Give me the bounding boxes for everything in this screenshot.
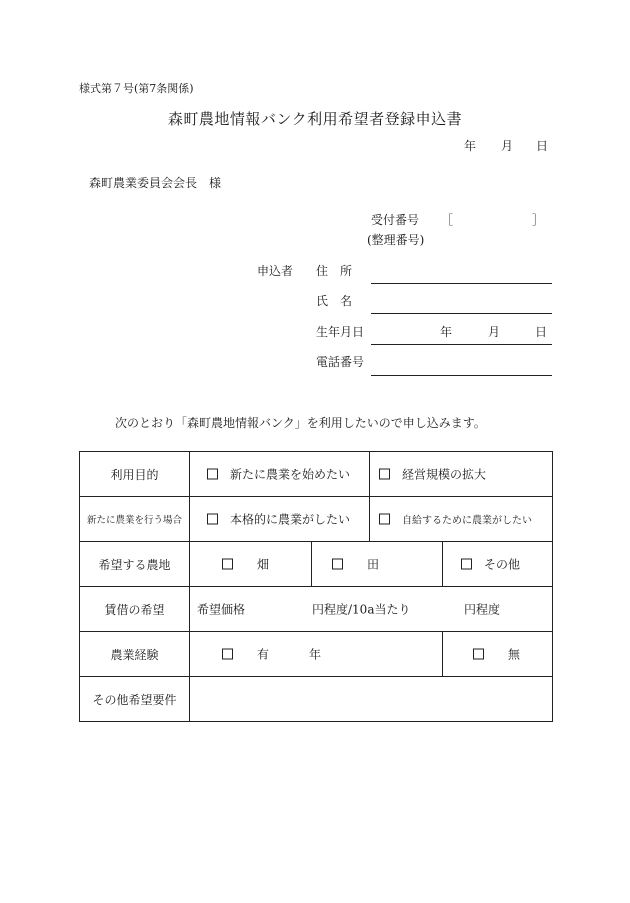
- new-farming-option-full-scale[interactable]: 本格的に農業がしたい: [207, 511, 350, 528]
- other-requirements-field[interactable]: [190, 677, 552, 721]
- lease-label: 賃借の希望: [80, 587, 190, 632]
- table-row-desired-land: [80, 542, 553, 587]
- cell-divider: [311, 542, 312, 586]
- phone-label: 電話番号: [316, 355, 365, 369]
- date-day-label: 日: [536, 139, 549, 153]
- checkbox-icon[interactable]: [222, 649, 233, 660]
- land-option-field[interactable]: 畑: [222, 556, 269, 573]
- desired-price-label: 希望価格: [197, 602, 246, 617]
- applicant-heading: 申込者: [257, 264, 294, 278]
- cell-divider: [442, 542, 443, 586]
- checkbox-icon[interactable]: [222, 559, 233, 570]
- experience-label: 農業経験: [80, 632, 190, 677]
- application-table: [79, 451, 553, 722]
- checkbox-icon[interactable]: [379, 514, 390, 525]
- table-row-other: [80, 677, 553, 722]
- checkbox-icon[interactable]: [207, 469, 218, 480]
- cell-divider: [442, 632, 443, 676]
- phone-underline: [371, 375, 552, 376]
- form-number: 様式第７号(第7条関係): [79, 82, 194, 95]
- land-option-rice-paddy[interactable]: 田: [332, 556, 379, 573]
- table-row-lease: [80, 587, 553, 632]
- birthdate-year-label: 年: [440, 325, 453, 339]
- checkbox-icon[interactable]: [207, 514, 218, 525]
- birthdate-label: 生年月日: [316, 325, 365, 339]
- price-total-unit: 円程度: [464, 602, 501, 617]
- birthdate-day-label: 日: [535, 325, 548, 339]
- experience-years-field[interactable]: [270, 644, 306, 664]
- phone-field[interactable]: [371, 353, 552, 373]
- bracket-open: ［: [441, 213, 454, 227]
- purpose-option-new-farming[interactable]: 新たに農業を始めたい: [207, 466, 350, 483]
- table-row-purpose: [80, 452, 553, 497]
- new-farming-label: 新たに農業を行う場合: [80, 497, 190, 542]
- date-month-label: 月: [501, 139, 514, 153]
- address-underline: [371, 283, 552, 284]
- experience-option-no[interactable]: 無: [473, 646, 520, 663]
- address-field[interactable]: [371, 262, 552, 282]
- birthdate-field[interactable]: [371, 322, 552, 342]
- checkbox-icon[interactable]: [379, 469, 390, 480]
- application-statement: 次のとおり「森町農地情報バンク」を利用したいので申し込みます。: [115, 416, 486, 430]
- cell-divider: [369, 452, 370, 496]
- checkbox-icon[interactable]: [332, 559, 343, 570]
- land-option-other[interactable]: その他: [461, 556, 520, 573]
- addressee: 森町農業委員会会長 様: [89, 176, 222, 190]
- purpose-label: 利用目的: [80, 452, 190, 497]
- desired-land-label: 希望する農地: [80, 542, 190, 587]
- price-per-10a-field[interactable]: [250, 599, 310, 619]
- name-label: 氏 名: [316, 294, 353, 308]
- experience-option-yes[interactable]: 有: [222, 646, 269, 663]
- cell-divider: [369, 497, 370, 541]
- reference-number-label: (整理番号): [367, 233, 425, 247]
- bracket-close: ］: [532, 213, 545, 227]
- checkbox-icon[interactable]: [473, 649, 484, 660]
- reception-number-field[interactable]: [458, 208, 530, 226]
- new-farming-option-self-sufficiency[interactable]: 自給するために農業がしたい: [379, 511, 532, 528]
- name-field[interactable]: [371, 292, 552, 312]
- birthdate-month-label: 月: [488, 325, 501, 339]
- checkbox-icon[interactable]: [461, 559, 472, 570]
- date-year-label: 年: [464, 139, 477, 153]
- table-row-experience: [80, 632, 553, 677]
- experience-years-unit: 年: [309, 647, 322, 662]
- page-title: 森町農地情報バンク利用希望者登録申込書: [167, 110, 463, 128]
- name-underline: [371, 313, 552, 314]
- price-total-field[interactable]: [418, 599, 462, 619]
- purpose-option-expand-scale[interactable]: 経営規模の拡大: [379, 466, 486, 483]
- price-per-10a-unit: 円程度/10a当たり: [312, 602, 411, 617]
- address-label: 住 所: [316, 264, 353, 278]
- table-row-new-farming: [80, 497, 553, 542]
- reception-number-label: 受付番号: [371, 213, 420, 227]
- other-requirements-label: その他希望要件: [80, 677, 190, 722]
- birthdate-underline: [371, 344, 552, 345]
